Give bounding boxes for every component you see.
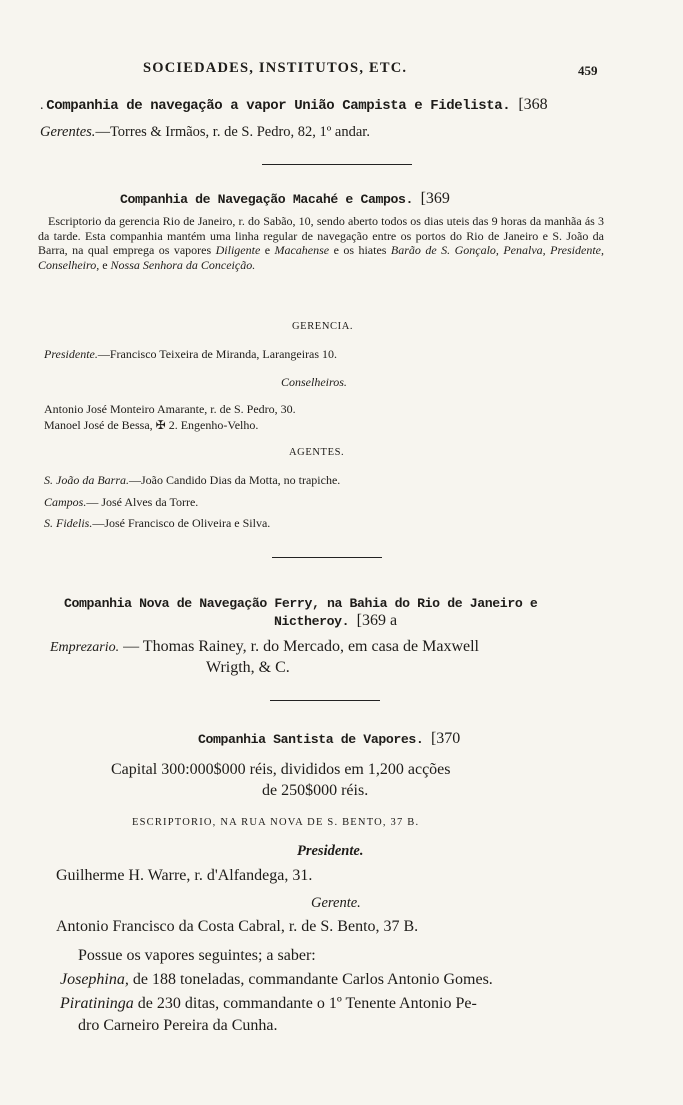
- agente-3: [44, 516, 270, 531]
- agente-1: [44, 473, 340, 488]
- vessel-name: Macahense: [274, 243, 330, 258]
- vapor-1: [60, 971, 493, 989]
- vapor-details: de 230 ditas, commandante o 1º Tenente Antonio Pe-: [137, 995, 477, 1012]
- gerente-name: Antonio Francisco da Costa Cabral, r. de S. Bento, 37 B.: [56, 918, 419, 935]
- running-header: SOCIEDADES, INSTITUTOS, ETC.: [143, 60, 408, 76]
- presidente-heading: Presidente.: [297, 843, 364, 859]
- presidente-name: Guilherme H. Warre, r. d'Alfandega, 31.: [56, 867, 313, 884]
- section-368-number: [368: [518, 96, 548, 113]
- capital-line-2: de 250$000 réis.: [262, 782, 369, 799]
- section-369-title-text: Companhia de Navegação Macahé e Campos.: [120, 192, 414, 207]
- section-369-number: [369: [420, 190, 450, 207]
- vapor-details: de 188 toneladas, commandante Carlos Antonio Gomes.: [132, 971, 493, 988]
- section-368-title: . Companhia de navegação a vapor União Campista e Fidelista. [368: [40, 96, 548, 114]
- conselheiros-heading: Conselheiros.: [281, 375, 347, 389]
- emprezario-text: — Thomas Rainey, r. do Mercado, em casa de Maxwell: [123, 638, 479, 655]
- presidente-label: Presidente.: [44, 347, 98, 361]
- gerente-heading: Gerente.: [311, 895, 361, 911]
- vapor-2-continued: dro Carneiro Pereira da Cunha.: [78, 1017, 278, 1034]
- section-370-title-text: Companhia Santista de Vapores.: [198, 732, 424, 747]
- section-369a-number: [369 a: [356, 612, 398, 629]
- vessel-name: Barão de S. Gonçalo, Penalva, Presidente, Conselheiro,: [38, 243, 604, 272]
- section-368-gerentes: [40, 124, 370, 141]
- section-370-title: [198, 730, 460, 748]
- agente-location: S. João da Barra.: [44, 473, 129, 487]
- section-369a-title-line1: Companhia Nova de Navegação Ferry, na Bahia do Rio de Janeiro e: [64, 596, 538, 611]
- capital-line-1: Capital 300:000$000 réis, divididos em 1,200 acções: [111, 761, 451, 778]
- agente-location: S. Fidelis.: [44, 516, 93, 530]
- section-368-title-text: Companhia de navegação a vapor União Campista e Fidelista.: [46, 98, 511, 114]
- vapor-name: Josephina,: [60, 971, 129, 988]
- agente-name: —João Candido Dias da Motta, no trapiche.: [129, 473, 341, 487]
- section-divider: [262, 164, 412, 165]
- section-369-description: [38, 214, 604, 272]
- agente-name: — José Alves da Torre.: [86, 495, 199, 509]
- presidente-text: —Francisco Teixeira de Miranda, Larangeiras 10.: [97, 347, 338, 361]
- agente-location: Campos.: [44, 495, 87, 509]
- gerentes-text: —Torres & Irmãos, r. de S. Pedro, 82, 1º andar.: [95, 124, 370, 140]
- description-text: Escriptorio da gerencia Rio de Janeiro, r. do Sabão, 10, sendo aberto todos os dias uteis das 9 horas da manhãa ás 3 da tarde. Esta companhia mantém uma linha regular de navegação entre os portos do Rio de Janeiro e S. João da Barra, na qual emprega os vapores: [38, 214, 604, 258]
- gerentes-label: Gerentes.: [40, 124, 96, 140]
- section-370-number: [370: [430, 730, 461, 747]
- emprezario-label: Emprezario.: [50, 640, 120, 655]
- vessel-name: Nossa Senhora da Conceição.: [110, 257, 256, 272]
- agente-name: —José Francisco de Oliveira e Silva.: [92, 516, 271, 530]
- possue-line: Possue os vapores seguintes; a saber:: [78, 947, 316, 964]
- agente-2: [44, 495, 198, 510]
- separator: e: [260, 243, 275, 258]
- vapor-2: [60, 995, 477, 1013]
- section-369-title: [120, 190, 450, 208]
- separator: e: [99, 257, 111, 272]
- vapor-name: Piratininga: [60, 995, 134, 1012]
- conselheiro-2: Manoel José de Bessa, ✠ 2. Engenho-Velho.: [44, 418, 259, 432]
- separator: e os hiates: [329, 243, 391, 258]
- escriptorio-line: ESCRIPTORIO, NA RUA NOVA DE S. BENTO, 37 B.: [132, 817, 420, 828]
- section-divider: [272, 557, 382, 558]
- section-369a-title-line2: [274, 612, 397, 630]
- presidente-line: [44, 347, 337, 362]
- page-number: 459: [578, 63, 598, 78]
- emprezario-line: [50, 638, 479, 656]
- section-divider: [270, 700, 380, 701]
- emprezario-line-2: Wrigth, & C.: [206, 659, 290, 676]
- agentes-heading: AGENTES.: [289, 447, 345, 458]
- vessel-name: Diligente: [215, 243, 261, 258]
- section-369a-title-text: Nictheroy.: [274, 614, 350, 629]
- gerencia-heading: GERENCIA.: [292, 321, 354, 332]
- conselheiro-1: Antonio José Monteiro Amarante, r. de S. Pedro, 30.: [44, 402, 296, 416]
